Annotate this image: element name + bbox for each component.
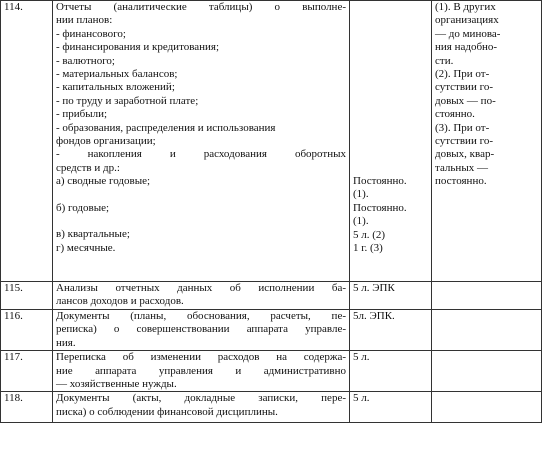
doc-line: фондов организации; (56, 135, 156, 148)
doc-line: реписка) о совершенствовании аппарата управле- (56, 323, 346, 336)
retention-term-cell (350, 351, 432, 392)
doc-line: Отчеты (аналитические таблицы) о выполне- (56, 1, 346, 13)
doc-line: - накопления и расходования оборотных (56, 148, 346, 161)
note-cell (432, 1, 542, 282)
note-cell (432, 351, 542, 392)
note-line: организациях (435, 14, 499, 27)
note-cell (432, 282, 542, 310)
doc-line: - капитальных вложений; (56, 81, 175, 94)
note-line: ния надобно- (435, 41, 498, 54)
document-title-cell (53, 351, 350, 392)
doc-line: г) месячные. (56, 241, 116, 254)
row-number (1, 1, 53, 282)
table-row (1, 392, 542, 423)
note-line: (1). В других (435, 1, 496, 13)
note-line: постоянно. (435, 175, 487, 188)
note-line: довых, квар- (435, 148, 495, 161)
term-line: 5 л. ЭПК (353, 282, 395, 294)
retention-term-cell (350, 392, 432, 423)
row-number (1, 310, 53, 351)
note-line: тальных — (435, 161, 488, 174)
doc-line: - прибыли; (56, 108, 108, 121)
note-line: (3). При от- (435, 121, 490, 134)
doc-line: - образования, распределения и использования (56, 121, 276, 134)
note-line: сутствии го- (435, 81, 493, 94)
doc-line: ние аппарата управления и административно (56, 364, 346, 377)
doc-line: - материальных балансов; (56, 68, 178, 81)
document-title-cell (53, 392, 350, 423)
term-line: Постоянно. (353, 201, 407, 214)
doc-line: нии планов: (56, 14, 113, 27)
note-line: стоянно. (435, 108, 475, 121)
doc-line: Анализы отчетных данных об исполнении ба- (56, 282, 346, 294)
doc-line: ния. (56, 336, 76, 349)
doc-line: - финансового; (56, 27, 126, 40)
note-line: сутствии го- (435, 135, 493, 148)
row-number-text: 114. (4, 1, 23, 13)
note-line: сти. (435, 54, 454, 67)
document-title-cell (53, 282, 350, 310)
doc-line: а) сводные годовые; (56, 175, 151, 188)
term-line: 5 л. (2) (353, 228, 386, 241)
doc-line: - валютного; (56, 54, 115, 67)
table-row (1, 310, 542, 351)
note-line: — до минова- (435, 27, 501, 40)
document-title-cell (53, 1, 350, 282)
term-line: 1 г. (3) (353, 242, 383, 255)
doc-line: в) квартальные; (56, 228, 130, 241)
doc-line: - по труду и заработной плате; (56, 94, 199, 107)
row-number-text: 118. (4, 392, 23, 405)
doc-line: средств и др.: (56, 161, 120, 174)
table-row (1, 351, 542, 392)
doc-line: б) годовые; (56, 201, 110, 214)
term-line: 5л. ЭПК. (353, 310, 395, 322)
retention-term-cell (350, 310, 432, 351)
term-line: (1). (353, 188, 369, 201)
note-cell (432, 310, 542, 351)
row-number (1, 282, 53, 310)
document-title-cell (53, 310, 350, 351)
row-number-text: 116. (4, 310, 23, 322)
doc-line: Документы (планы, обоснования, расчеты, пе- (56, 310, 346, 322)
doc-line: лансов доходов и расходов. (56, 295, 184, 308)
row-number (1, 351, 53, 392)
row-number-text: 117. (4, 351, 23, 364)
doc-line: Документы (акты, докладные записки, пере- (56, 392, 346, 405)
term-line: Постоянно. (353, 175, 407, 187)
table-row (1, 282, 542, 310)
term-line: 5 л. (353, 392, 370, 405)
note-line: довых — по- (435, 94, 496, 107)
term-line: (1). (353, 215, 369, 228)
doc-line: писка) о соблюдении финансовой дисциплины. (56, 405, 278, 418)
doc-line: - финансирования и кредитования; (56, 41, 220, 54)
doc-line: Переписка об изменении расходов на содержа- (56, 351, 346, 364)
doc-line: — хозяйственные нужды. (56, 378, 177, 391)
retention-term-cell (350, 1, 432, 282)
row-number (1, 392, 53, 423)
row-number-text: 115. (4, 282, 23, 294)
note-cell (432, 392, 542, 423)
term-line: 5 л. (353, 351, 370, 364)
note-line: (2). При от- (435, 68, 490, 81)
retention-term-cell (350, 282, 432, 310)
table-row (1, 1, 542, 282)
